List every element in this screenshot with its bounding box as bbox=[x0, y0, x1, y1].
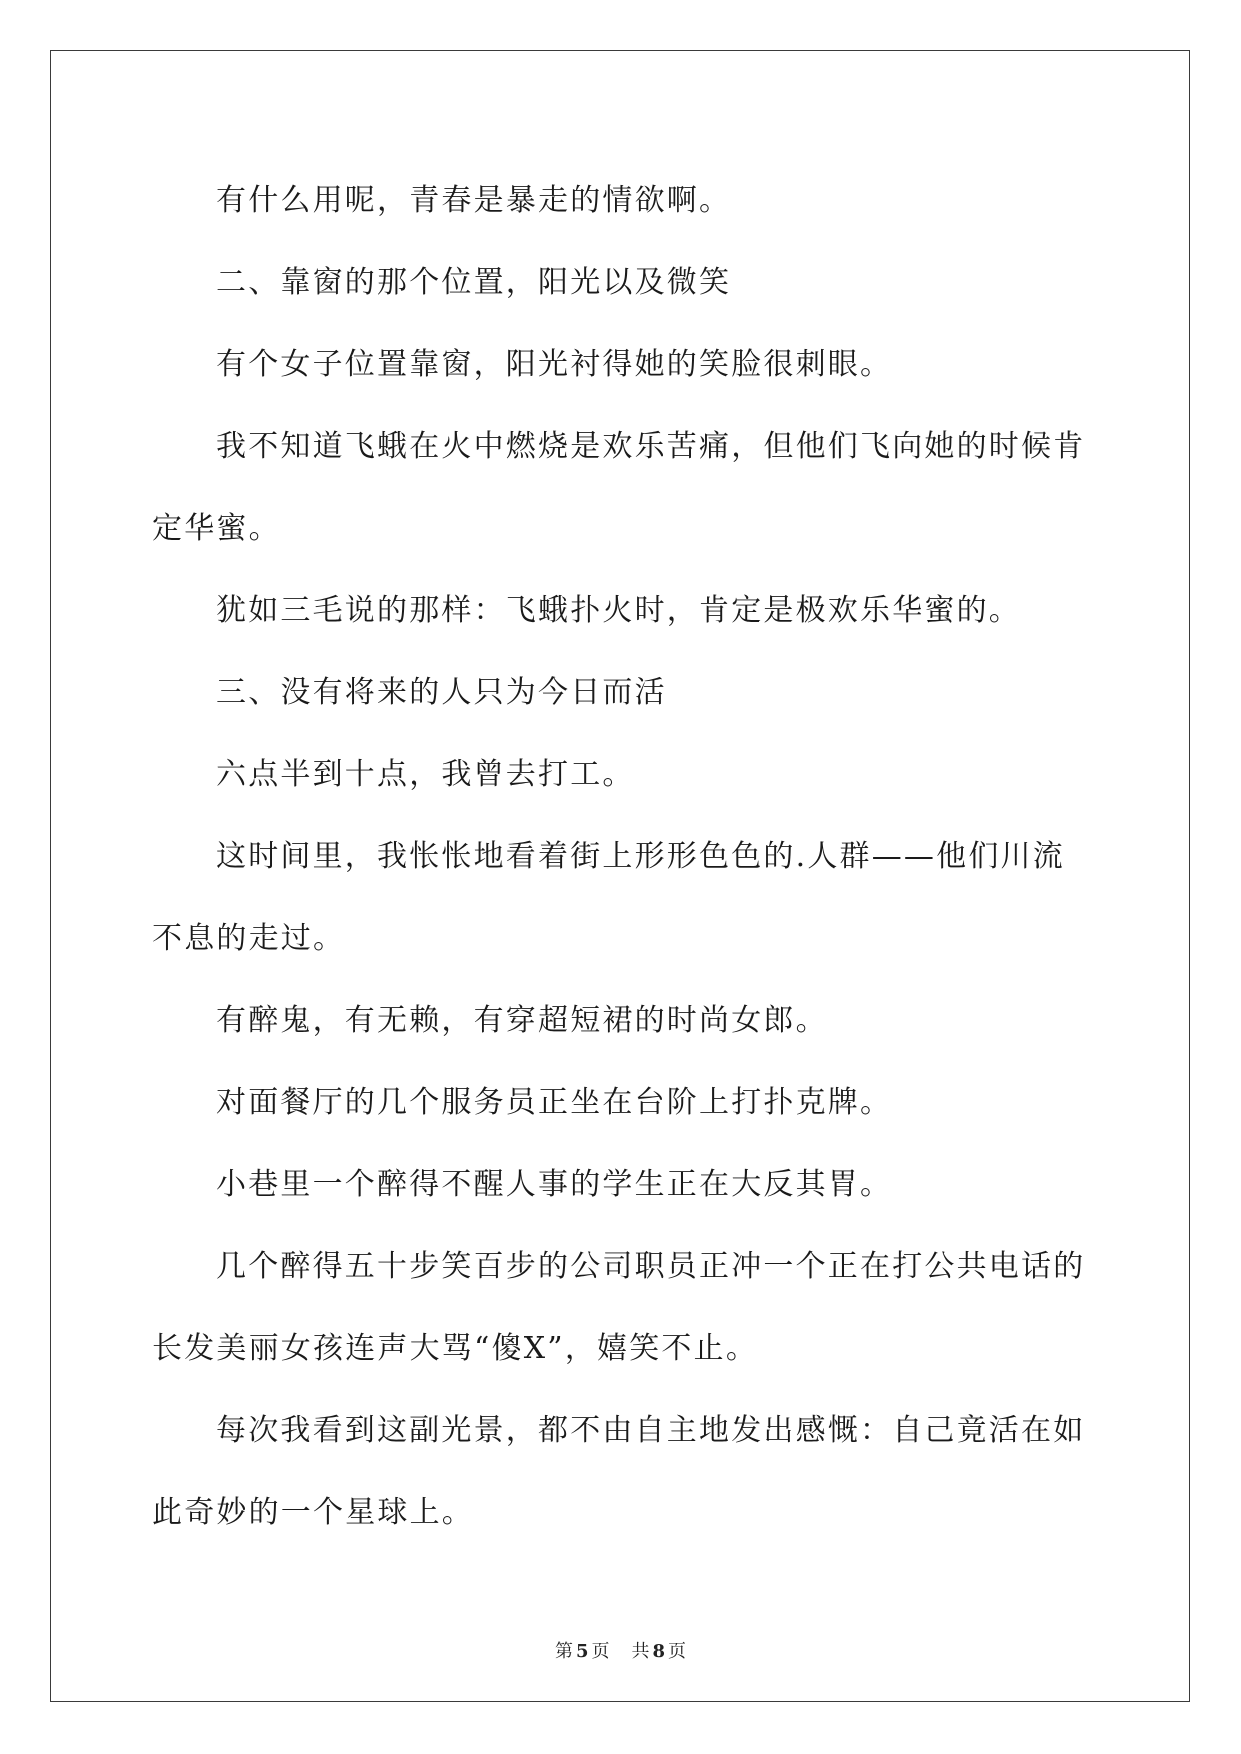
paragraph: 几个醉得五十步笑百步的公司职员正冲一个正在打公共电话的长发美丽女孩连声大骂“傻X”，嬉笑不止。 bbox=[152, 1249, 1086, 1366]
page-number-total: 8 bbox=[652, 1641, 666, 1662]
document-body bbox=[152, 160, 1092, 1554]
paragraph: 六点半到十点，我曾去打工。 bbox=[216, 757, 635, 792]
page-prefix: 第 bbox=[554, 1641, 573, 1662]
paragraph: 每次我看到这副光景，都不由自主地发出感慨：自己竟活在如此奇妙的一个星球上。 bbox=[152, 1413, 1086, 1530]
paragraph: 有什么用呢，青春是暴走的情欲啊。 bbox=[216, 183, 732, 218]
paragraph: 这时间里，我怅怅地看着街上形形色色的.人群——他们川流不息的走过。 bbox=[152, 839, 1065, 956]
page-number-current: 5 bbox=[575, 1641, 589, 1662]
paragraph: 小巷里一个醉得不醒人事的学生正在大反其胃。 bbox=[216, 1167, 893, 1202]
section-heading: 二、靠窗的那个位置，阳光以及微笑 bbox=[216, 265, 732, 300]
page-suffix: 页 bbox=[591, 1641, 610, 1662]
page-footer bbox=[0, 1637, 1241, 1663]
paragraph: 对面餐厅的几个服务员正坐在台阶上打扑克牌。 bbox=[216, 1085, 893, 1120]
total-suffix: 页 bbox=[668, 1641, 687, 1662]
paragraph: 有个女子位置靠窗，阳光衬得她的笑脸很刺眼。 bbox=[216, 347, 893, 382]
total-prefix: 共 bbox=[631, 1641, 650, 1662]
paragraph: 有醉鬼，有无赖，有穿超短裙的时尚女郎。 bbox=[216, 1003, 828, 1038]
section-heading: 三、没有将来的人只为今日而活 bbox=[216, 675, 667, 710]
paragraph: 我不知道飞蛾在火中燃烧是欢乐苦痛，但他们飞向她的时候肯定华蜜。 bbox=[152, 429, 1086, 546]
paragraph: 犹如三毛说的那样：飞蛾扑火时，肯定是极欢乐华蜜的。 bbox=[216, 593, 1021, 628]
